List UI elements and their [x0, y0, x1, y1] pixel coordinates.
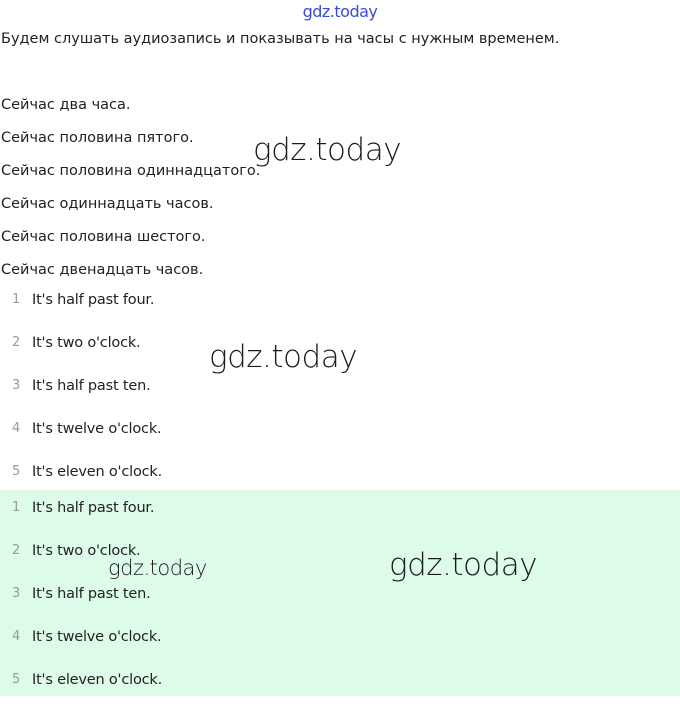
item-number: 1 — [12, 500, 21, 515]
russian-sentence: Сейчас два часа. — [1, 97, 131, 113]
list-item — [0, 418, 680, 461]
site-logo[interactable]: gdz.today — [302, 2, 378, 21]
item-text: It's twelve o'clock. — [32, 421, 162, 437]
highlighted-answer-block — [0, 490, 680, 696]
item-number: 5 — [12, 672, 21, 687]
watermark: gdz.today — [108, 556, 207, 580]
list-item — [0, 289, 680, 332]
list-item — [0, 497, 162, 540]
item-number: 5 — [12, 464, 21, 479]
item-text: It's half past four. — [32, 500, 155, 516]
item-number: 2 — [12, 543, 21, 558]
item-text: It's two o'clock. — [32, 335, 141, 351]
task-instruction: Будем слушать аудиозапись и показывать на часы с нужным временем. — [1, 31, 560, 47]
item-number: 1 — [12, 292, 21, 307]
watermark: gdz.today — [253, 132, 402, 168]
watermark: gdz.today — [209, 339, 358, 375]
item-text: It's eleven o'clock. — [32, 464, 162, 480]
russian-sentence-list — [1, 95, 260, 293]
list-item — [0, 669, 162, 712]
russian-sentence: Сейчас одиннадцать часов. — [1, 196, 214, 212]
list-item — [0, 583, 162, 626]
item-text: It's half past ten. — [32, 586, 151, 602]
watermark: gdz.today — [389, 547, 538, 583]
item-text: It's two o'clock. — [32, 543, 141, 559]
list-item — [0, 626, 162, 669]
item-text: It's half past ten. — [32, 378, 151, 394]
item-text: It's eleven o'clock. — [32, 672, 162, 688]
russian-sentence: Сейчас половина пятого. — [1, 130, 194, 146]
item-text: It's twelve o'clock. — [32, 629, 162, 645]
item-number: 3 — [12, 378, 21, 393]
item-text: It's half past four. — [32, 292, 155, 308]
item-number: 4 — [12, 421, 21, 436]
english-sentence-list — [0, 289, 680, 504]
russian-sentence: Сейчас половина шестого. — [1, 229, 206, 245]
item-number: 4 — [12, 629, 21, 644]
russian-sentence: Сейчас двенадцать часов. — [1, 262, 204, 278]
item-number: 2 — [12, 335, 21, 350]
item-number: 3 — [12, 586, 21, 601]
list-item — [0, 375, 680, 418]
russian-sentence: Сейчас половина одиннадцатого. — [1, 163, 261, 179]
